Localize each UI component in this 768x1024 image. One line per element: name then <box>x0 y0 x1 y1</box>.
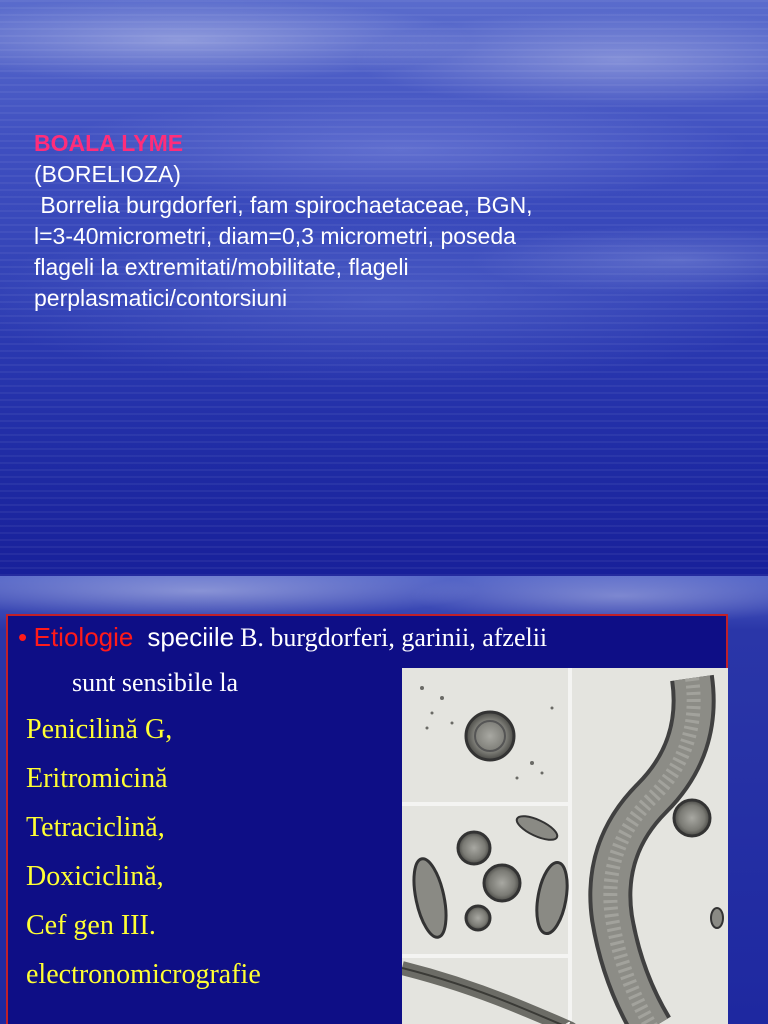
slide-1-line: (BORELIOZA) <box>34 161 181 187</box>
slide-1-title: BOALA LYME <box>34 130 184 156</box>
slide-2 <box>0 576 768 1024</box>
slide-1-text <box>34 128 734 314</box>
species-word: speciile <box>147 622 235 652</box>
drug-item: electronomicrografie <box>26 959 261 990</box>
etiology-label: Etiologie <box>33 622 134 652</box>
content-panel <box>6 614 728 1024</box>
sensitivity-line: sunt sensibile la <box>72 668 239 697</box>
drug-item: Cef gen III. <box>26 910 156 941</box>
heading-line <box>18 622 547 653</box>
electron-micrograph-image <box>402 668 728 1024</box>
slide-1-line: l=3-40micrometri, diam=0,3 micrometri, poseda <box>34 223 516 249</box>
slide-1-line: Borrelia burgdorferi, fam spirochaetaceae, BGN, <box>34 192 533 218</box>
bullet-icon: • <box>18 622 28 652</box>
slide-1-line: flageli la extremitati/mobilitate, flageli <box>34 254 409 280</box>
drug-item: Tetraciclină, <box>26 812 165 843</box>
slide-1-line: perplasmatici/contorsiuni <box>34 285 288 311</box>
drug-item: Doxiciclină, <box>26 861 164 892</box>
micrograph-drawing <box>402 668 728 1024</box>
drug-item: Eritromicină <box>26 763 168 794</box>
species-list: B. burgdorferi, garinii, afzelii <box>240 623 548 652</box>
drug-item: Penicilină G, <box>26 714 173 745</box>
